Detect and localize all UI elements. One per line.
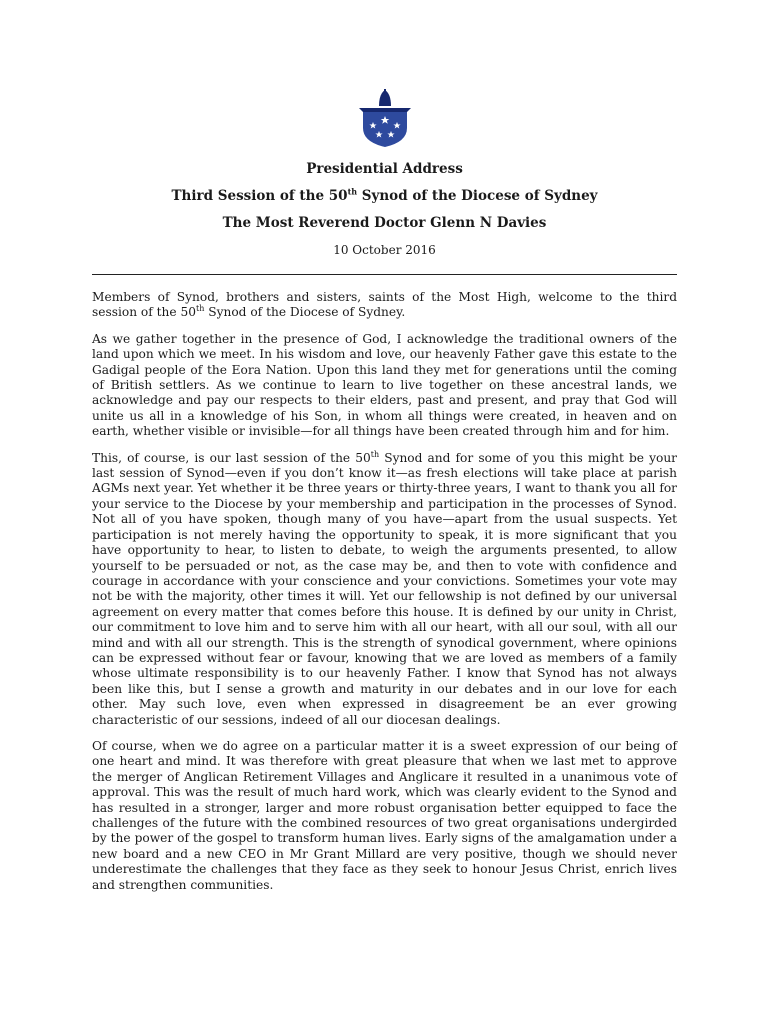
ordinal-suffix: th [370, 449, 380, 459]
paragraph-text: Members of Synod, brothers and sisters, saints of the Most High, welcome to the third session of the 50 [92, 290, 677, 320]
subtitle-text: Third Session of the 50 [171, 188, 348, 204]
paragraph-text-end: Synod and for some of you this might be your last session of Synod—even if you don’t know it—as fresh elections will take place at parish AGMs next year. Yet whether it be three years or thirty-three years, I want to thank you all for your service to the Diocese by your membership and participation in the processes of Synod. Not all of you have spoken, though many of you have—apart from the usual suspects. Yet participation is not merely having the opportunity to speak, it is more significant that you have opportunity to hear, to listen to debate, to weigh the arguments presented, to allow yourself to be persuaded or not, as the case may be, and then to vote with confidence and courage in accordance with your conscience and your convictions. Sometimes your vote may not be with the majority, other times it will. Yet our fellowship is not defined by our universal agreement on every matter that comes before this house. It is defined by our unity in Christ, our commitment to love him and to serve him with all our heart, with all our soul, with all our mind and with all our strength. This is the strength of synodical government, where opinions can be expressed without fear or favour, knowing that we are loved as members of a family whose ultimate responsibility is to our heavenly Father. I know that Synod has not always been like this, but I sense a growth and maturity in our debates and in our love for each other. May such love, even when expressed in disagreement be an ever growing characteristic of our sessions, indeed of all our diocesan dealings. [92, 450, 677, 727]
paragraph-merger: Of course, when we do agree on a particular matter it is a sweet expression of our being of one heart and mind. It was therefore with great pleasure that when we last met to approve the merger of Anglican Retirement Villages and Anglicare it resulted in a unanimous vote of approval. This was the result of much hard work, which was clearly evident to the Synod and has resulted in a stronger, larger and more robust organisation better equipped to face the challenges of the future with the combined resources of two great organisations undergirded by the power of the gospel to transform human lives. Early signs of the amalgamation under a new board and a new CEO in Mr Grant Millard are very positive, though we should never underestimate the challenges that they face as they seek to honour Jesus Christ, enrich lives and strengthen communities. [92, 738, 677, 892]
ordinal-suffix: th [196, 304, 205, 314]
diocese-crest-icon [357, 88, 413, 148]
paragraph-last-session [92, 451, 677, 728]
address-body [92, 290, 677, 904]
paragraph-welcome [92, 290, 677, 321]
paragraph-acknowledgement: As we gather together in the presence of God, I acknowledge the traditional owners of the land upon which we meet. In his wisdom and love, our heavenly Father gave this estate to the Gadigal people of the Eora Nation. Upon this land they met for generations until the coming of British settlers. As we continue to learn to live together on these ancestral lands, we acknowledge and pay our respects to their elders, past and present, and pray that God will unite us all in a knowledge of his Son, in whom all things were created, in heaven and on earth, whether visible or invisible—for all things have been created through him and for him. [92, 331, 677, 439]
address-date: 10 October 2016 [333, 243, 436, 257]
session-subtitle [92, 187, 677, 205]
subtitle-ordinal: th [347, 186, 358, 197]
speaker-name: The Most Reverend Doctor Glenn N Davies [222, 215, 547, 231]
header-divider [92, 274, 677, 275]
paragraph-text: This, of course, is our last session of the 50 [92, 450, 371, 465]
document-title: Presidential Address [306, 161, 463, 177]
paragraph-text-end: Synod of the Diocese of Sydney. [204, 305, 406, 320]
subtitle-text-end: Synod of the Diocese of Sydney [357, 188, 598, 204]
